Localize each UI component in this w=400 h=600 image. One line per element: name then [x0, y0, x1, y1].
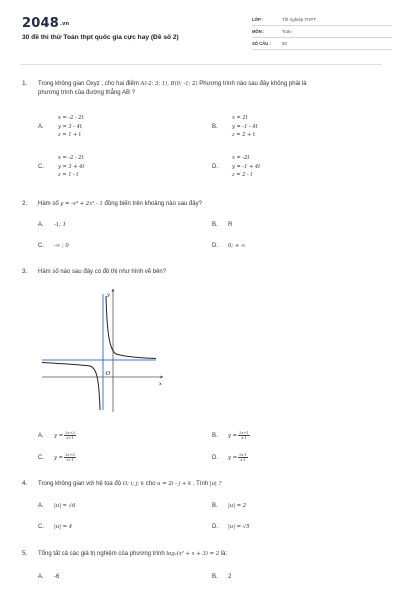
- question-5: [22, 550, 382, 559]
- option-prefix: y =: [54, 432, 64, 439]
- option-1c[interactable]: [38, 164, 54, 170]
- document-title: 30 đề thi thử Toán thpt quốc gia cực hay (Đề số 2): [22, 34, 179, 41]
- fraction: [238, 453, 248, 462]
- option-letter: D.: [212, 454, 218, 461]
- option-4c[interactable]: [38, 524, 72, 530]
- math-norm: |u| ?: [209, 481, 222, 487]
- meta-row-class: [252, 14, 392, 26]
- numerator: 2x+1: [239, 431, 249, 435]
- option-value: |u| = 2: [228, 503, 247, 509]
- x-axis-label: x: [159, 381, 162, 387]
- question-number: 2.: [22, 200, 28, 207]
- denominator: x+1: [66, 458, 74, 463]
- denominator: x-1: [240, 458, 246, 463]
- numerator: 2x+3: [65, 431, 75, 435]
- option-letter: C.: [38, 243, 44, 249]
- equation-row: x = 2t: [232, 115, 248, 121]
- question-number: 3.: [22, 268, 28, 275]
- text-part: phương trình của đường thẳng AB ?: [38, 90, 135, 96]
- math-function: y = -x⁴ + 2x² - 1: [60, 201, 103, 207]
- equation-system: [58, 114, 84, 140]
- option-value: |u| = √5: [228, 524, 250, 530]
- option-letter: A.: [38, 574, 44, 580]
- option-2b[interactable]: [212, 222, 232, 228]
- option-3a[interactable]: [38, 431, 76, 440]
- option-2a[interactable]: [38, 222, 66, 228]
- option-letter: B.: [212, 124, 218, 130]
- question-number: 1.: [22, 80, 28, 87]
- site-logo[interactable]: [22, 16, 69, 31]
- question-4: [22, 480, 382, 489]
- equation-row: x = -2t: [232, 155, 250, 161]
- meta-value: Tốt nghiệp THPT: [282, 17, 317, 22]
- option-letter: C.: [38, 524, 44, 530]
- meta-row-subject: [252, 26, 392, 38]
- option-1a[interactable]: [38, 124, 54, 130]
- option-3c[interactable]: [38, 453, 76, 462]
- fraction: [64, 453, 76, 462]
- question-text: [38, 550, 227, 559]
- text-part: Trong không gian Oxyz , cho hai điểm: [38, 81, 139, 87]
- option-value: 2: [228, 574, 232, 580]
- equation-row: y = 3 + 4t: [58, 163, 85, 170]
- text-part: Trong không gian với hệ tọa độ: [38, 481, 122, 487]
- equation-row: y = -1 + 4t: [232, 163, 261, 170]
- option-letter: B.: [212, 432, 218, 439]
- option-letter: A.: [38, 432, 44, 439]
- curve-right-branch: [106, 296, 156, 359]
- option-3b[interactable]: [212, 431, 250, 440]
- text-part: là:: [220, 551, 228, 557]
- equation-row: x = -2 - 2t: [58, 115, 84, 121]
- equation-row: y = 3 - 4t: [58, 123, 82, 130]
- hyperbola-graph: [38, 286, 168, 414]
- equation-row: z = 2 - t: [232, 172, 253, 178]
- question-1: [22, 80, 382, 98]
- option-value: |u| = √6: [54, 503, 76, 509]
- equation-row: z = 2 + t: [232, 132, 255, 138]
- question-number: 5.: [22, 550, 28, 557]
- option-4d[interactable]: [212, 524, 250, 530]
- curve-left-branch: [42, 363, 100, 411]
- option-value: -6: [54, 574, 60, 580]
- option-2d[interactable]: [212, 243, 245, 249]
- option-letter: D.: [212, 164, 218, 170]
- option-prefix: y =: [228, 454, 238, 461]
- option-3d[interactable]: [212, 453, 248, 462]
- math-points: A(-2; 3; 1), B(0; -1; 2): [140, 81, 198, 87]
- option-letter: A.: [38, 503, 44, 509]
- question-3: [22, 268, 382, 277]
- logo-text: 2048: [22, 16, 59, 31]
- option-value: |u| = 4: [54, 524, 73, 530]
- question-text: Hàm số nào sau đây có đồ thị như hình vẽ bên?: [38, 269, 167, 275]
- meta-value: Toán: [282, 29, 292, 34]
- equation-row: x = -2 - 2t: [58, 155, 84, 161]
- option-letter: B.: [212, 222, 218, 228]
- option-1d[interactable]: [212, 164, 228, 170]
- equation-row: z = 1 - t: [58, 172, 79, 178]
- origin-label: O: [105, 371, 111, 377]
- meta-label: SỐ CÂU :: [252, 41, 271, 46]
- option-letter: B.: [212, 503, 218, 509]
- logo-suffix: .vn: [59, 20, 70, 27]
- text-part: đồng biến trên khoảng nào sau đây?: [104, 201, 202, 207]
- equation-system: [58, 154, 84, 180]
- option-prefix: y =: [228, 432, 238, 439]
- option-value: -1; 1: [54, 222, 66, 228]
- option-letter: B.: [212, 574, 218, 580]
- option-letter: A.: [38, 124, 44, 130]
- option-4b[interactable]: [212, 503, 246, 509]
- equation-row: y = -1 - 4t: [232, 123, 258, 130]
- math-frame: O; i; j; k: [122, 481, 145, 487]
- option-prefix: y =: [54, 454, 64, 461]
- question-text: [38, 200, 202, 209]
- equation-system: [232, 114, 258, 140]
- exam-meta: [252, 14, 392, 50]
- text-part: Tổng tất cả các giá trị nghiệm của phương trình: [38, 551, 165, 557]
- fraction: [64, 431, 76, 440]
- equation-row: z = 1 + t: [58, 132, 81, 138]
- option-letter: C.: [38, 164, 44, 170]
- meta-row-count: [252, 38, 392, 50]
- option-value: R: [228, 222, 233, 228]
- option-value: -∞ ; 0: [54, 243, 69, 249]
- option-5a[interactable]: [38, 574, 59, 580]
- text-part: Hàm số: [38, 201, 59, 207]
- meta-value: 50: [282, 41, 288, 46]
- option-2c[interactable]: [38, 243, 69, 249]
- option-value: 0; + ∞: [228, 243, 246, 249]
- option-letter: D.: [212, 243, 218, 249]
- option-5b[interactable]: [212, 574, 231, 580]
- option-4a[interactable]: [38, 503, 76, 509]
- math-equation: log₂(x² + x + 3) = 2: [166, 551, 220, 557]
- numerator: 2x+5: [65, 453, 75, 457]
- question-2: [22, 200, 382, 209]
- equation-system: [232, 154, 260, 180]
- fraction: [238, 431, 250, 440]
- page-header: [0, 0, 400, 58]
- question-text: [38, 80, 307, 98]
- numerator: 2x-1: [239, 453, 247, 457]
- text-part: . Tính: [192, 481, 209, 487]
- option-letter: C.: [38, 454, 44, 461]
- denominator: x-1: [241, 436, 247, 441]
- meta-label: MÔN :: [252, 29, 265, 34]
- y-axis-label: y: [107, 292, 110, 298]
- question-text: [38, 480, 221, 489]
- math-vector: u = 2i - j + k: [157, 481, 192, 487]
- text-part: Phương trình nào sau đây không phải là: [199, 81, 307, 87]
- question-number: 4.: [22, 480, 28, 487]
- text-part: cho: [145, 481, 156, 487]
- option-letter: D.: [212, 524, 218, 530]
- option-1b[interactable]: [212, 124, 228, 130]
- meta-label: LỚP :: [252, 17, 264, 22]
- header-divider: [20, 64, 382, 65]
- option-letter: A.: [38, 222, 44, 228]
- denominator: x+1: [66, 436, 74, 441]
